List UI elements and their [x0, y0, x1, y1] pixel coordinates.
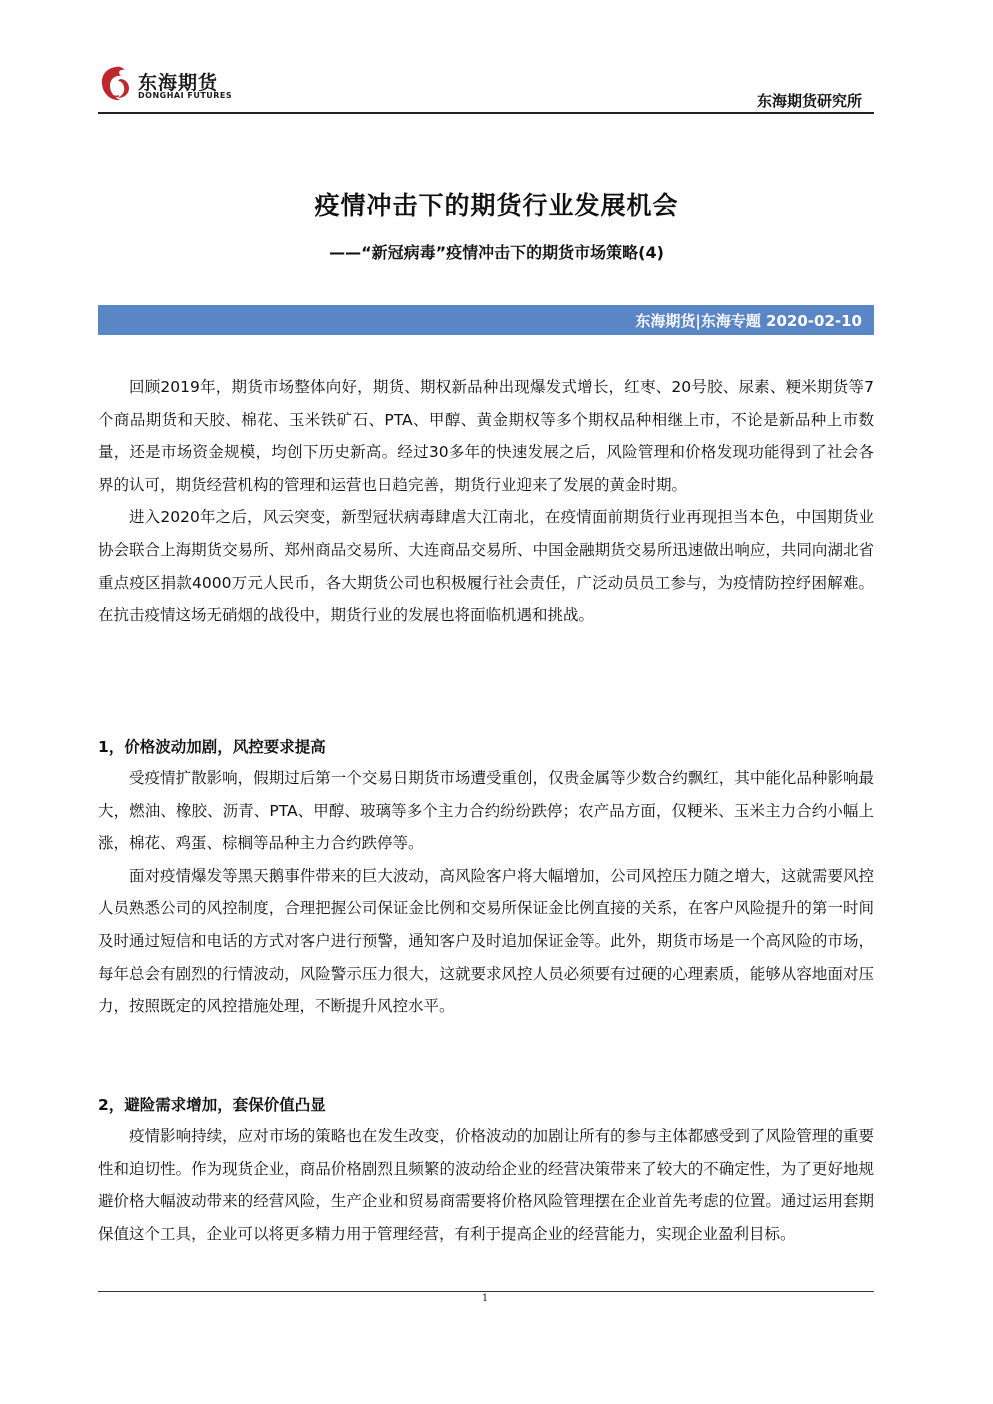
- institute-name: 东海期货研究所: [756, 92, 862, 110]
- section-paragraph: 面对疫情爆发等黑天鹅事件带来的巨大波动，高风险客户将大幅增加，公司风控压力随之增大，这就需要风控人员熟悉公司的风控制度，合理把握公司保证金比例和交易所保证金比例直接的关系，在客户风险提升的第一时间及时通过短信和电话的方式对客户进行预警，通知客户及时追加保证金等。此外，期货市场是一个高风险的市场，每年总会有剧烈的行情波动，风险警示压力很大，这就要求风控人员必须要有过硬的心理素质，能够从容地面对压力，按照既定的风控措施处理，不断提升风控水平。: [98, 866, 874, 1016]
- page-header: [98, 62, 874, 114]
- section-paragraph: 疫情影响持续，应对市场的策略也在发生改变，价格波动的加剧让所有的参与主体都感受到了风险管理的重要性和迫切性。作为现货企业，商品价格剧烈且频繁的波动给企业的经营决策带来了较大的不确定性，为了更好地规避价格大幅波动带来的经营风险，生产企业和贸易商需要将价格风险管理摆在企业首先考虑的位置。通过运用套期保值这个工具，企业可以将更多精力用于管理经营，有利于提高企业的经营能力，实现企业盈利目标。: [98, 1127, 874, 1243]
- logo-text-cn: 东海期货: [138, 72, 219, 94]
- section-heading: 1，价格波动加剧，风控要求提高: [98, 738, 326, 756]
- dragon-logo-icon: [98, 64, 134, 104]
- document-subtitle: ——“新冠病毒”疫情冲击下的期货市场策略(4): [329, 243, 664, 262]
- intro-paragraph: 进入2020年之后，风云突变，新型冠状病毒肆虐大江南北，在疫情面前期货行业再现担当本色，中国期货业协会联合上海期货交易所、郑州商品交易所、大连商品交易所、中国金融期货交易所迅速做出响应，共同向湖北省重点疫区捐款4000万元人民币，各大期货公司也积极履行社会责任，广泛动员员工参与，为疫情防控纾困解难。在抗击疫情这场无硝烟的战役中，期货行业的发展也将面临机遇和挑战。: [98, 508, 874, 625]
- document-title: 疫情冲击下的期货行业发展机会: [314, 191, 679, 220]
- section-2-body: [98, 1120, 874, 1250]
- report-banner: [98, 305, 874, 335]
- logo-text-en: DONGHAI FUTURES: [138, 91, 233, 100]
- intro-paragraph: 回顾2019年，期货市场整体向好，期货、期权新品种出现爆发式增长，红枣、20号胶、尿素、粳米期货等7个商品期货和天胶、棉花、玉米铁矿石、PTA、甲醇、黄金期权等多个期权品种相继上市，不论是新品种上市数量，还是市场资金规模，均创下历史新高。经过30多年的快速发展之后，风险管理和价格发现功能得到了社会各界的认可，期货经营机构的管理和运营也日趋完善，期货行业迎来了发展的黄金时期。: [98, 378, 874, 494]
- intro-block: [98, 371, 874, 632]
- banner-text: 东海期货|东海专题 2020-02-10: [635, 312, 862, 330]
- section-heading: 2，避险需求增加，套保价值凸显: [98, 1096, 326, 1114]
- header-divider: [98, 112, 874, 114]
- section-1-body: [98, 762, 874, 1023]
- section-paragraph: 受疫情扩散影响，假期过后第一个交易日期货市场遭受重创，仅贵金属等少数合约飘红，其中能化品种影响最大，燃油、橡胶、沥青、PTA、甲醇、玻璃等多个主力合约纷纷跌停；农产品方面，仅粳米、玉米主力合约小幅上涨，棉花、鸡蛋、棕榈等品种主力合约跌停等。: [98, 769, 874, 853]
- page-number: 1: [481, 1293, 489, 1304]
- footer-divider: [98, 1291, 874, 1292]
